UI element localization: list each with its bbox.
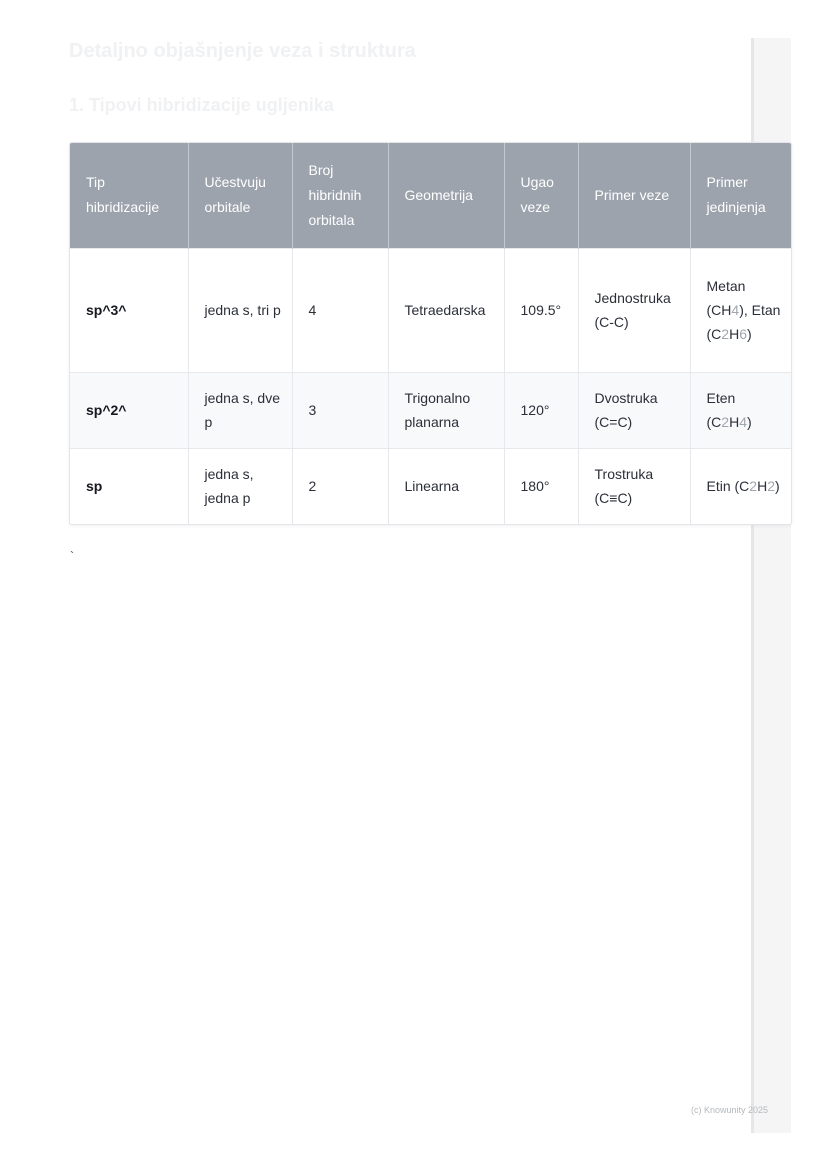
- column-header: Primer jedinjenja: [690, 143, 791, 248]
- section-title: 1. Tipovi hibridizacije ugljenika: [69, 95, 334, 115]
- compound-example-cell: [690, 372, 791, 448]
- hybridization-cell: sp^2^: [70, 372, 188, 448]
- compound-name: Eten: [706, 390, 736, 406]
- document-title: Detaljno objašnjenje veza i struktura: [69, 40, 416, 62]
- orbital-count-cell: 2: [292, 448, 388, 524]
- compound-name: Etan: [751, 302, 781, 318]
- hybridization-cell: sp^3^: [70, 248, 188, 372]
- orbital-count-cell: 4: [292, 248, 388, 372]
- orbitals-cell: jedna s, tri p: [188, 248, 292, 372]
- compound-formula: (C2H6): [706, 326, 752, 342]
- hybridization-table: [69, 142, 792, 525]
- column-header: Učestvuju orbitale: [188, 143, 292, 248]
- bond-example-cell: Trostruka (C≡C): [578, 448, 690, 524]
- bond-angle-cell: 109.5°: [504, 248, 578, 372]
- orbitals-cell: jedna s, dve p: [188, 372, 292, 448]
- table-row: [70, 372, 791, 448]
- column-header: Geometrija: [388, 143, 504, 248]
- column-header: Tip hibridizacije: [70, 143, 188, 248]
- table-header-row: [70, 143, 791, 248]
- compound-formula: (CH4),: [706, 302, 748, 318]
- compound-example-cell: [690, 448, 791, 524]
- column-header: Ugao veze: [504, 143, 578, 248]
- geometry-cell: Trigonalno planarna: [388, 372, 504, 448]
- compound-name: Etin: [706, 478, 731, 495]
- column-header: Primer veze: [578, 143, 690, 248]
- bond-example-cell: Dvostruka (C=C): [578, 372, 690, 448]
- bond-angle-cell: 120°: [504, 372, 578, 448]
- bond-angle-cell: 180°: [504, 448, 578, 524]
- column-header: Broj hibridnih orbitala: [292, 143, 388, 248]
- orbital-count-cell: 3: [292, 372, 388, 448]
- bond-example-cell: Jednostruka (C-C): [578, 248, 690, 372]
- compound-example-cell: [690, 248, 791, 372]
- table-row: [70, 448, 791, 524]
- orbitals-cell: jedna s, jedna p: [188, 448, 292, 524]
- table-row: [70, 248, 791, 372]
- stray-backtick-text: `: [70, 549, 74, 563]
- geometry-cell: Linearna: [388, 448, 504, 524]
- compound-name: Metan: [706, 278, 746, 294]
- geometry-cell: Tetraedarska: [388, 248, 504, 372]
- compound-formula: (C2H4): [706, 414, 752, 430]
- copyright-footer: (c) Knowunity 2025: [691, 1105, 769, 1115]
- hybridization-cell: sp: [70, 448, 188, 524]
- compound-formula: (C2H2): [734, 478, 780, 495]
